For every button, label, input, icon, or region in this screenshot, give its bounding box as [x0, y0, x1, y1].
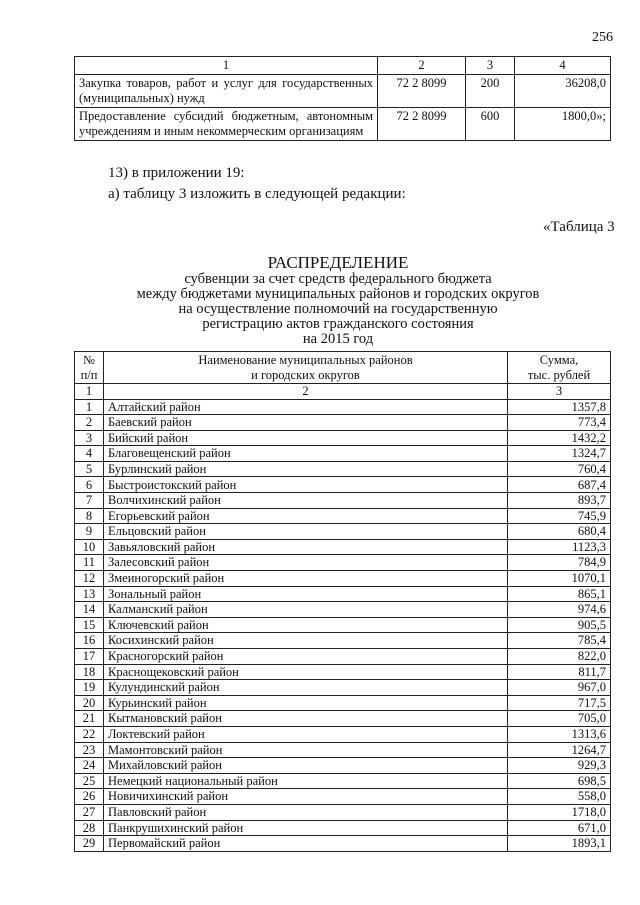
row-sum: 760,4: [508, 461, 611, 477]
row-number: 28: [75, 820, 104, 836]
table-row: [75, 773, 611, 789]
document-title: [108, 254, 568, 347]
header-cell: 3: [466, 57, 515, 75]
row-name: Баевский район: [104, 415, 508, 431]
row-number: 19: [75, 680, 104, 696]
row-number: 1: [75, 399, 104, 415]
row-name: Красногорский район: [104, 649, 508, 665]
table-row: [75, 399, 611, 415]
title-line: между бюджетами муниципальных районов и городских округов: [136, 286, 540, 302]
column-number: 2: [104, 384, 508, 400]
distribution-table: [74, 351, 611, 852]
table-row: [75, 586, 611, 602]
row-number: 7: [75, 493, 104, 509]
row-number: 11: [75, 555, 104, 571]
table-row: [75, 742, 611, 758]
row-code: 72 2 8099: [378, 75, 466, 108]
row-name: Косихинский район: [104, 633, 508, 649]
row-type: 200: [466, 75, 515, 108]
row-sum: 558,0: [508, 789, 611, 805]
row-number: 14: [75, 602, 104, 618]
title-heading: РАСПРЕДЕЛЕНИЕ: [267, 253, 409, 272]
row-code: 72 2 8099: [378, 108, 466, 141]
row-name: Калманский район: [104, 602, 508, 618]
row-name: Ключевский район: [104, 617, 508, 633]
row-number: 21: [75, 711, 104, 727]
header-text: и городских округов: [251, 367, 360, 382]
row-number: 17: [75, 649, 104, 665]
row-sum: 822,0: [508, 649, 611, 665]
row-name: Закупка товаров, работ и услуг для государственных (муниципальных) нужд: [75, 75, 378, 108]
row-number: 10: [75, 539, 104, 555]
row-sum: 717,5: [508, 695, 611, 711]
row-sum: 698,5: [508, 773, 611, 789]
row-sum: 1432,2: [508, 430, 611, 446]
table-row: [75, 664, 611, 680]
row-name: Ельцовский район: [104, 524, 508, 540]
table-row: [75, 430, 611, 446]
header-cell: 4: [515, 57, 611, 75]
header-cell: 1: [75, 57, 378, 75]
table-row: [75, 75, 611, 108]
row-name: Завьяловский район: [104, 539, 508, 555]
row-name: Панкрушихинский район: [104, 820, 508, 836]
row-name: Егорьевский район: [104, 508, 508, 524]
row-sum: 865,1: [508, 586, 611, 602]
row-sum: 36208,0: [515, 75, 611, 108]
row-name: Первомайский район: [104, 836, 508, 852]
table-label: «Таблица 3: [543, 219, 615, 235]
table-row: [75, 415, 611, 431]
row-number: 3: [75, 430, 104, 446]
row-number: 24: [75, 758, 104, 774]
row-sum: 1324,7: [508, 446, 611, 462]
row-number: 23: [75, 742, 104, 758]
row-number: 8: [75, 508, 104, 524]
table-row: [75, 758, 611, 774]
row-sum: 905,5: [508, 617, 611, 633]
row-sum: 1357,8: [508, 399, 611, 415]
row-sum: 811,7: [508, 664, 611, 680]
table-row: [75, 477, 611, 493]
row-sum: 929,3: [508, 758, 611, 774]
row-sum: 680,4: [508, 524, 611, 540]
table-row: [75, 555, 611, 571]
header-text: тыс. рублей: [527, 367, 591, 382]
table-row: [75, 649, 611, 665]
continuation-table: [74, 56, 611, 141]
table-row: [75, 836, 611, 852]
header-text: Сумма,: [539, 352, 579, 367]
row-sum: 1893,1: [508, 836, 611, 852]
row-sum: 687,4: [508, 477, 611, 493]
column-header-number: [75, 352, 104, 384]
column-numbering-row: [75, 384, 611, 400]
row-sum: 745,9: [508, 508, 611, 524]
row-sum: 773,4: [508, 415, 611, 431]
table-row: [75, 461, 611, 477]
row-name: Кулундинский район: [104, 680, 508, 696]
row-sum: 1718,0: [508, 804, 611, 820]
row-name: Кытмановский район: [104, 711, 508, 727]
row-name: Бурлинский район: [104, 461, 508, 477]
row-name: Михайловский район: [104, 758, 508, 774]
header-text: №: [83, 352, 95, 367]
continuation-table-header-row: [75, 57, 611, 75]
row-number: 4: [75, 446, 104, 462]
table-row: [75, 804, 611, 820]
column-number: 1: [75, 384, 104, 400]
table-row: [75, 633, 611, 649]
row-number: 27: [75, 804, 104, 820]
row-sum: 785,4: [508, 633, 611, 649]
header-cell: 2: [378, 57, 466, 75]
row-number: 25: [75, 773, 104, 789]
row-sum: 1800,0»;: [515, 108, 611, 141]
title-line: на 2015 год: [302, 331, 374, 347]
row-number: 15: [75, 617, 104, 633]
column-number: 3: [508, 384, 611, 400]
row-name: Зональный район: [104, 586, 508, 602]
row-sum: 893,7: [508, 493, 611, 509]
column-header-sum: [508, 352, 611, 384]
table-row: [75, 108, 611, 141]
instruction-line: а) таблицу 3 изложить в следующей редакции:: [108, 186, 406, 202]
row-sum: 967,0: [508, 680, 611, 696]
row-name: Бийский район: [104, 430, 508, 446]
table-row: [75, 493, 611, 509]
row-number: 13: [75, 586, 104, 602]
table-row: [75, 711, 611, 727]
row-name: Краснощековский район: [104, 664, 508, 680]
table-row: [75, 524, 611, 540]
row-number: 12: [75, 571, 104, 587]
title-line: на осуществление полномочий на государственную: [178, 301, 498, 317]
title-line: регистрацию актов гражданского состояния: [202, 316, 474, 332]
row-sum: 1264,7: [508, 742, 611, 758]
table-row: [75, 726, 611, 742]
row-name: Волчихинский район: [104, 493, 508, 509]
row-name: Павловский район: [104, 804, 508, 820]
table-row: [75, 602, 611, 618]
row-sum: 1313,6: [508, 726, 611, 742]
row-sum: 784,9: [508, 555, 611, 571]
table-row: [75, 820, 611, 836]
row-number: 22: [75, 726, 104, 742]
row-sum: 705,0: [508, 711, 611, 727]
row-number: 2: [75, 415, 104, 431]
table-row: [75, 617, 611, 633]
table-row: [75, 695, 611, 711]
row-sum: 974,6: [508, 602, 611, 618]
row-name: Новичихинский район: [104, 789, 508, 805]
column-header-name: [104, 352, 508, 384]
row-number: 16: [75, 633, 104, 649]
row-name: Немецкий национальный район: [104, 773, 508, 789]
page-number: 256: [592, 30, 613, 45]
row-number: 20: [75, 695, 104, 711]
table-row: [75, 680, 611, 696]
header-text: Наименование муниципальных районов: [198, 352, 413, 367]
row-sum: 1070,1: [508, 571, 611, 587]
row-number: 29: [75, 836, 104, 852]
row-name: Локтевский район: [104, 726, 508, 742]
row-type: 600: [466, 108, 515, 141]
row-name: Змеиногорский район: [104, 571, 508, 587]
row-name: Алтайский район: [104, 399, 508, 415]
row-number: 9: [75, 524, 104, 540]
title-line: субвенции за счет средств федерального бюджета: [184, 271, 492, 287]
row-name: Благовещенский район: [104, 446, 508, 462]
instruction-line: 13) в приложении 19:: [108, 165, 245, 181]
row-name: Курьинский район: [104, 695, 508, 711]
row-name: Залесовский район: [104, 555, 508, 571]
header-text: п/п: [80, 367, 98, 382]
row-name: Предоставление субсидий бюджетным, автономным учреждениям и иным некоммерческим организациям: [75, 108, 378, 141]
table-row: [75, 539, 611, 555]
row-number: 26: [75, 789, 104, 805]
row-sum: 1123,3: [508, 539, 611, 555]
row-number: 18: [75, 664, 104, 680]
row-name: Мамонтовский район: [104, 742, 508, 758]
row-name: Быстроистокский район: [104, 477, 508, 493]
table-row: [75, 508, 611, 524]
row-sum: 671,0: [508, 820, 611, 836]
table-header-row: [75, 352, 611, 384]
row-number: 6: [75, 477, 104, 493]
row-number: 5: [75, 461, 104, 477]
table-row: [75, 446, 611, 462]
table-row: [75, 571, 611, 587]
table-row: [75, 789, 611, 805]
